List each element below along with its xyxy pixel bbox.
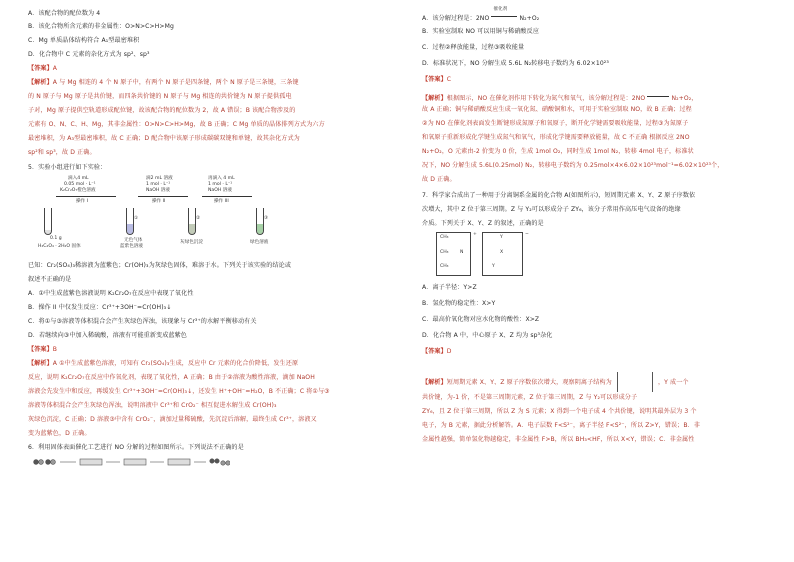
tube-1-obs2: 蓝紫色溶液 — [120, 244, 143, 249]
tube-3-number: ③ — [264, 216, 269, 221]
q7-answer-line — [422, 348, 452, 356]
q5-explanation-line: 溶液会先发生中和反应，再缓发生 Cr³⁺+3OH⁻=Cr(OH)₃↓，还发生 H⁺+OH⁻=H₂O，B 不正确；C 将①与③ — [28, 388, 330, 395]
tube-1-obs1: 无色气体 — [124, 238, 143, 243]
catalyst-arrow — [647, 92, 669, 100]
q5-explanation-line: 溶液等体积混合会产生灰绿色浑浊，说明溶液中 Cr³⁺和 CrO₂⁻ 相互促进水解生成 Cr(OH)₃ — [28, 402, 277, 409]
x-atom: X — [500, 250, 504, 255]
reagent-3-line1: 再滴入 4 mL — [208, 176, 235, 181]
cation-bracket-right — [466, 232, 471, 276]
q7-option-a: A．离子半径：Y>Z — [422, 284, 477, 291]
compound-a-structure — [436, 232, 536, 278]
explanation-line — [28, 79, 299, 87]
explanation-line: 子对，Mg 原子提供空轨道形成配位键，故该配合物的配位数为 2，故 A 错误；B 该配合物涉及的 — [28, 107, 296, 114]
nitrogen-atom: N — [460, 250, 464, 255]
q5-explanation-line: 灰绿色沉淀，C 正确；D 溶液③中含有 CrO₂⁻，滴加过量稀硫酸，先沉淀后溶解，最终生成 Cr³⁺，溶液又 — [28, 416, 317, 423]
q5-answer-value: B — [52, 346, 58, 353]
q6-answer-value: C — [446, 76, 452, 83]
anion-structure-inline — [617, 372, 653, 392]
q6-explanation-line: N₂+O₂，O 元素由-2 价变为 0 价，生成 1mol O₂，同时生成 1mol N₂，转移 4mol 电子，标准状 — [422, 148, 694, 155]
q6-explanation-label: 【解析】 — [422, 95, 447, 102]
answer-line — [28, 65, 57, 73]
q7-explanation-line: 电子，为 B 元素，据此分析解答。A．电子层数 F<S²⁻，离子半径 F<S²⁻，所以 Z>Y，错误；B．非 — [422, 422, 700, 429]
arrow-op3 — [202, 196, 252, 197]
question-6-title: 6．利用固体表面催化工艺进行 NO 分解的过程如图所示。下列说法不正确的是 — [28, 444, 244, 451]
q6-option-a-text: A．该分解过程是：2NO — [422, 15, 490, 22]
reagent-3-line2: 1 mol · L⁻¹ — [208, 182, 233, 187]
left-column — [28, 0, 388, 562]
explanation-line: sp²和 sp³，故 D 正确。 — [28, 149, 96, 156]
arrow-op1 — [56, 196, 116, 197]
methyl-group-3: CH₃ — [440, 264, 449, 269]
q6-answer-label: 【答案】 — [422, 76, 447, 83]
methyl-group-2: CH₃ — [440, 250, 449, 255]
q7-explanation-line: 金属性越强，简单氢化物越稳定，非金属性 F>B，所以 BH₃<HF，所以 X<Y，错误；C．非金属性 — [422, 436, 695, 443]
q6-explanation-line: 故 D 正确。 — [422, 176, 456, 183]
q7-explanation-line — [422, 372, 689, 392]
explanation-line: 元素有 O、N、C、H、Mg，其非金属性：O>N>C>H>Mg，故 B 正确；C Mg 单质的晶体排列方式为六方 — [28, 121, 325, 128]
catalyst-line — [491, 16, 517, 17]
q6-explanation-line: 故 A 正确；铜与稀硝酸反应生成一氧化氮、硝酸铜和水，可用于实验室制取 NO，故 B 正确；过程 — [422, 106, 692, 113]
q5-explanation-text: A ①中生成蓝紫色溶液，可知有 Cr₂(SO₄)₃生成，反应中 Cr 元素的化合价降低，发生还原 — [52, 360, 299, 367]
test-tube-2 — [188, 208, 196, 235]
question-5-title: 5．实验小组进行如下实验： — [28, 164, 107, 171]
q6-answer-line — [422, 76, 451, 84]
q5-explanation-line: 变为蓝紫色，D 正确。 — [28, 430, 91, 437]
option-c-text: C．Mg 单质晶体结构符合 A₁型最密堆积 — [28, 37, 140, 44]
q5-option-b: B．操作 II 中仅发生反应：Cr³⁺+3OH⁻=Cr(OH)₃↓ — [28, 304, 172, 311]
cation-charge: + — [473, 232, 477, 237]
question-7-line3: 介质。下列关于 X、Y、Z 的叙述，正确的是 — [422, 220, 544, 227]
q6-option-a — [422, 7, 540, 23]
q7-answer-value: D — [446, 348, 452, 355]
option-b-text: B．该化合物所含元素的非金属性：O>N>C>H>Mg — [28, 23, 174, 30]
q5-option-c: C．将①与③溶液等体积混合会产生灰绿色浑浊，该现象与 Cr³⁺的水解平衡移动有关 — [28, 318, 257, 325]
option-a-text: A．该配合物的配位数为 4 — [28, 10, 101, 17]
catalyst-line — [647, 96, 669, 97]
solid-mass: 0.1 g — [50, 236, 62, 241]
no-decomposition-process-image — [30, 456, 230, 468]
op-3-label: 操作 III — [214, 199, 229, 204]
answer-value: A — [52, 65, 58, 72]
reagent-2-line2: 1 mol · L⁻¹ — [146, 182, 171, 187]
answer-label: 【答案】 — [28, 65, 53, 72]
test-tube-3 — [256, 208, 264, 235]
right-column — [422, 0, 782, 562]
q7-option-b: B．氢化物的稳定性：X>Y — [422, 300, 496, 307]
test-tube-start — [44, 208, 52, 235]
q6-option-c: C．过程②释放能量，过程③吸收能量 — [422, 44, 525, 51]
q5-option-d: D．若继续向③中加入稀硫酸，溶液有可能重新变成蓝紫色 — [28, 332, 188, 339]
q5-answer-label: 【答案】 — [28, 346, 53, 353]
q5-option-a: A．①中生成蓝紫色溶液说明 K₂Cr₂O₇在反应中表现了氧化性 — [28, 290, 194, 297]
catalyst-label: 催化剂 — [493, 7, 508, 12]
reagent-1-line1: 滴入4 mL — [68, 176, 89, 181]
op-2-label: 操作 II — [152, 199, 166, 204]
explanation-label: 【解析】 — [28, 79, 53, 86]
q7-explanation-text: 短周期元素 X、Y、Z 原子序数依次增大，观察阴离子结构为 — [446, 379, 612, 386]
q6-explanation-product: N₂+O₂， — [671, 95, 698, 102]
catalyst-arrow — [491, 7, 517, 20]
q5-explanation-line — [28, 360, 298, 368]
reagent-1-line3: K₂Cr₂O₇橙色溶液 — [60, 188, 96, 193]
reagent-3-line3: NaOH 溶液 — [208, 188, 232, 193]
anion-charge: − — [525, 232, 529, 237]
test-tube-1 — [126, 208, 134, 235]
q7-option-c: C．最高价氧化物对应水化物的酸性：X>Z — [422, 316, 540, 323]
q5-stem-line1: 已知：Cr₂(SO₄)₃稀溶液为蓝紫色；Cr(OH)₃为灰绿色固体，难溶于水。下列关于该实验的结论或 — [28, 262, 292, 269]
q7-explanation-line: ZY₆，且 Z 位于第三周期，所以 Z 为 S 元素；X 得到一个电子成 4 个共价键，说明其最外层为 3 个 — [422, 408, 697, 415]
q7-explanation-label: 【解析】 — [422, 379, 447, 386]
explanation-line: 的 N 原子与 Mg 原子是共价键，而四条共价键的 N 原子与 Mg 相连的共价键为 N 原子提供孤电 — [28, 93, 292, 100]
y-atom-top: Y — [500, 235, 503, 240]
q7-answer-label: 【答案】 — [422, 348, 447, 355]
explanation-line: 最密堆积，为 A₃型最密堆积，故 C 正确；D 配合物中该原子形成碳碳双键和单键，故其杂化方式为 — [28, 135, 300, 142]
tube-2-obs: 灰绿色沉淀 — [180, 240, 203, 245]
q5-stem-line2: 叙述不正确的是 — [28, 276, 72, 283]
explanation-text: A 与 Mg 相连的 4 个 N 原子中，有两个 N 原子是四条键，两个 N 原子是三条键，三条键 — [52, 79, 299, 86]
q6-explanation-line: ②为 NO 在催化剂表面发生断键形成氮原子和氧原子，断开化学键需要吸收能量，过程③为氮原子 — [422, 120, 689, 127]
question-7-line2: 次增大，其中 Z 位于第三周期。Z 与 Y₂可以形成分子 ZY₆，该分子常用作高压电气设备的绝缘 — [422, 206, 681, 213]
q5-explanation-label: 【解析】 — [28, 360, 53, 367]
tube-2-number: ② — [196, 216, 201, 221]
q5-explanation-line: 反应，说明 K₂Cr₂O₇在反应中作氧化剂，表现了氧化性，A 正确；B 由于②溶液为酸性溶液，滴加 NaOH — [28, 374, 315, 381]
arrow-op2 — [138, 196, 188, 197]
q7-explanation-text-cont: ，Y 成一个 — [657, 379, 689, 386]
q6-explanation-line: 况下，NO 分解生成 5.6L(0.25mol) N₂，转移电子数约为 0.25mol×4×6.02×10²³mol⁻¹=6.02×10²³个， — [422, 162, 724, 169]
q6-explanation-line: 和氧原子重新形成化学键生成氮气和氧气，形成化学键需要释放能量，故 C 不正确 根据反应 2NO — [422, 134, 690, 141]
q6-explanation-text: 根据图示，NO 在催化剂作用下转化为氮气和氧气，该分解过程是：2NO — [446, 95, 646, 102]
solid-name: H₂C₂O₄ · 2H₂O 固体 — [38, 244, 81, 249]
option-d-text: D．化合物中 C 元素的杂化方式为 sp²、sp³ — [28, 51, 150, 58]
q6-option-d: D．标准状况下，NO 分解生成 5.6L N₂转移电子数约为 6.02×10²³ — [422, 60, 609, 67]
q7-option-d: D．化合物 A 中，中心原子 X、Z 均为 sp³杂化 — [422, 332, 553, 339]
reagent-2-line1: 滴2 mL 溶液 — [146, 176, 173, 181]
question-7-line1: 7．科学家合成出了一种用于分离铜系金属的化合物 A(如图所示)，短周期元素 X、Y、Z 原子序数依 — [422, 192, 696, 199]
reagent-1-line2: 0.05 mol · L⁻¹ — [64, 182, 96, 187]
reagent-2-line3: NaOH 溶液 — [146, 188, 170, 193]
q6-explanation-line — [422, 92, 697, 103]
anion-bracket-right — [518, 232, 523, 276]
methyl-group-1: CH₃ — [440, 235, 449, 240]
experiment-diagram — [38, 176, 288, 258]
q5-answer-line — [28, 346, 57, 354]
q7-explanation-line: 共价键，为-1 价，不是第三周期元素，Z 位于第三周期，Z 与 Y₂可以形成分子 — [422, 394, 638, 401]
y-atom-bottom: Y — [492, 264, 495, 269]
tube-3-obs: 绿色溶液 — [250, 240, 269, 245]
q6-option-a-product: N₂+O₂ — [519, 15, 540, 22]
q6-option-b: B．实验室制取 NO 可以用铜与稀硝酸反应 — [422, 28, 540, 35]
tube-1-number: ① — [134, 216, 139, 221]
op-1-label: 操作 I — [76, 199, 89, 204]
